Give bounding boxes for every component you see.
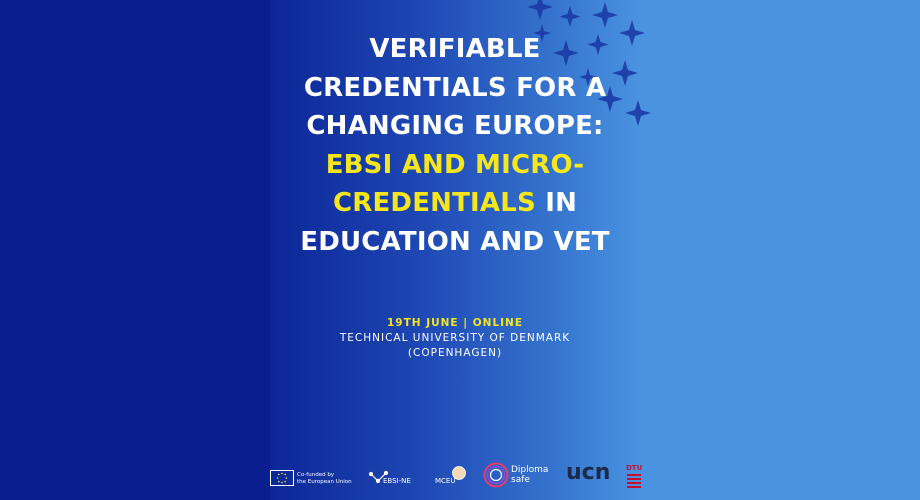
title-line-4-highlight: EBSI AND MICRO- xyxy=(325,149,585,180)
mceu-logo-text: MCEU xyxy=(435,477,456,485)
eu-flag-icon xyxy=(270,470,294,486)
title-line-5-highlight: CREDENTIALS xyxy=(332,188,536,218)
eu-cofunded-text xyxy=(297,472,352,486)
ebsi-ne-logo-text: EBSI-NE xyxy=(383,477,411,485)
event-location-line-1: TECHNICAL UNIVERSITY OF DENMARK xyxy=(339,332,571,344)
diplomasafe-logo-text xyxy=(511,465,548,485)
right-background-panel xyxy=(640,0,920,500)
dtu-logo-text: DTU xyxy=(626,464,643,472)
event-title xyxy=(270,30,640,261)
event-poster xyxy=(270,0,643,500)
event-date: 19TH JUNE | ONLINE xyxy=(386,317,524,329)
event-location-line-2: (COPENHAGEN) xyxy=(407,347,503,359)
diplomasafe-logo-icon xyxy=(483,462,509,488)
ucn-logo-text: ucn xyxy=(566,460,611,485)
dtu-logo-icon xyxy=(627,473,641,489)
title-line-2: CREDENTIALS FOR A xyxy=(303,72,607,103)
event-details xyxy=(270,316,640,361)
left-background-panel xyxy=(0,0,270,500)
title-line-1: VERIFIABLE xyxy=(369,34,541,64)
eu-text-line-2: the European Union xyxy=(297,479,352,485)
diplomasafe-text-line-1: Diploma xyxy=(511,465,549,475)
title-line-3: CHANGING EUROPE: xyxy=(306,111,604,141)
partner-logos xyxy=(270,458,643,496)
title-line-5-rest: IN xyxy=(535,188,578,218)
diplomasafe-text-line-2: safe xyxy=(511,475,530,485)
title-line-6: EDUCATION AND VET xyxy=(300,226,610,257)
title-line-5 xyxy=(270,184,640,223)
eu-text-line-1: Co-funded by xyxy=(297,472,335,478)
